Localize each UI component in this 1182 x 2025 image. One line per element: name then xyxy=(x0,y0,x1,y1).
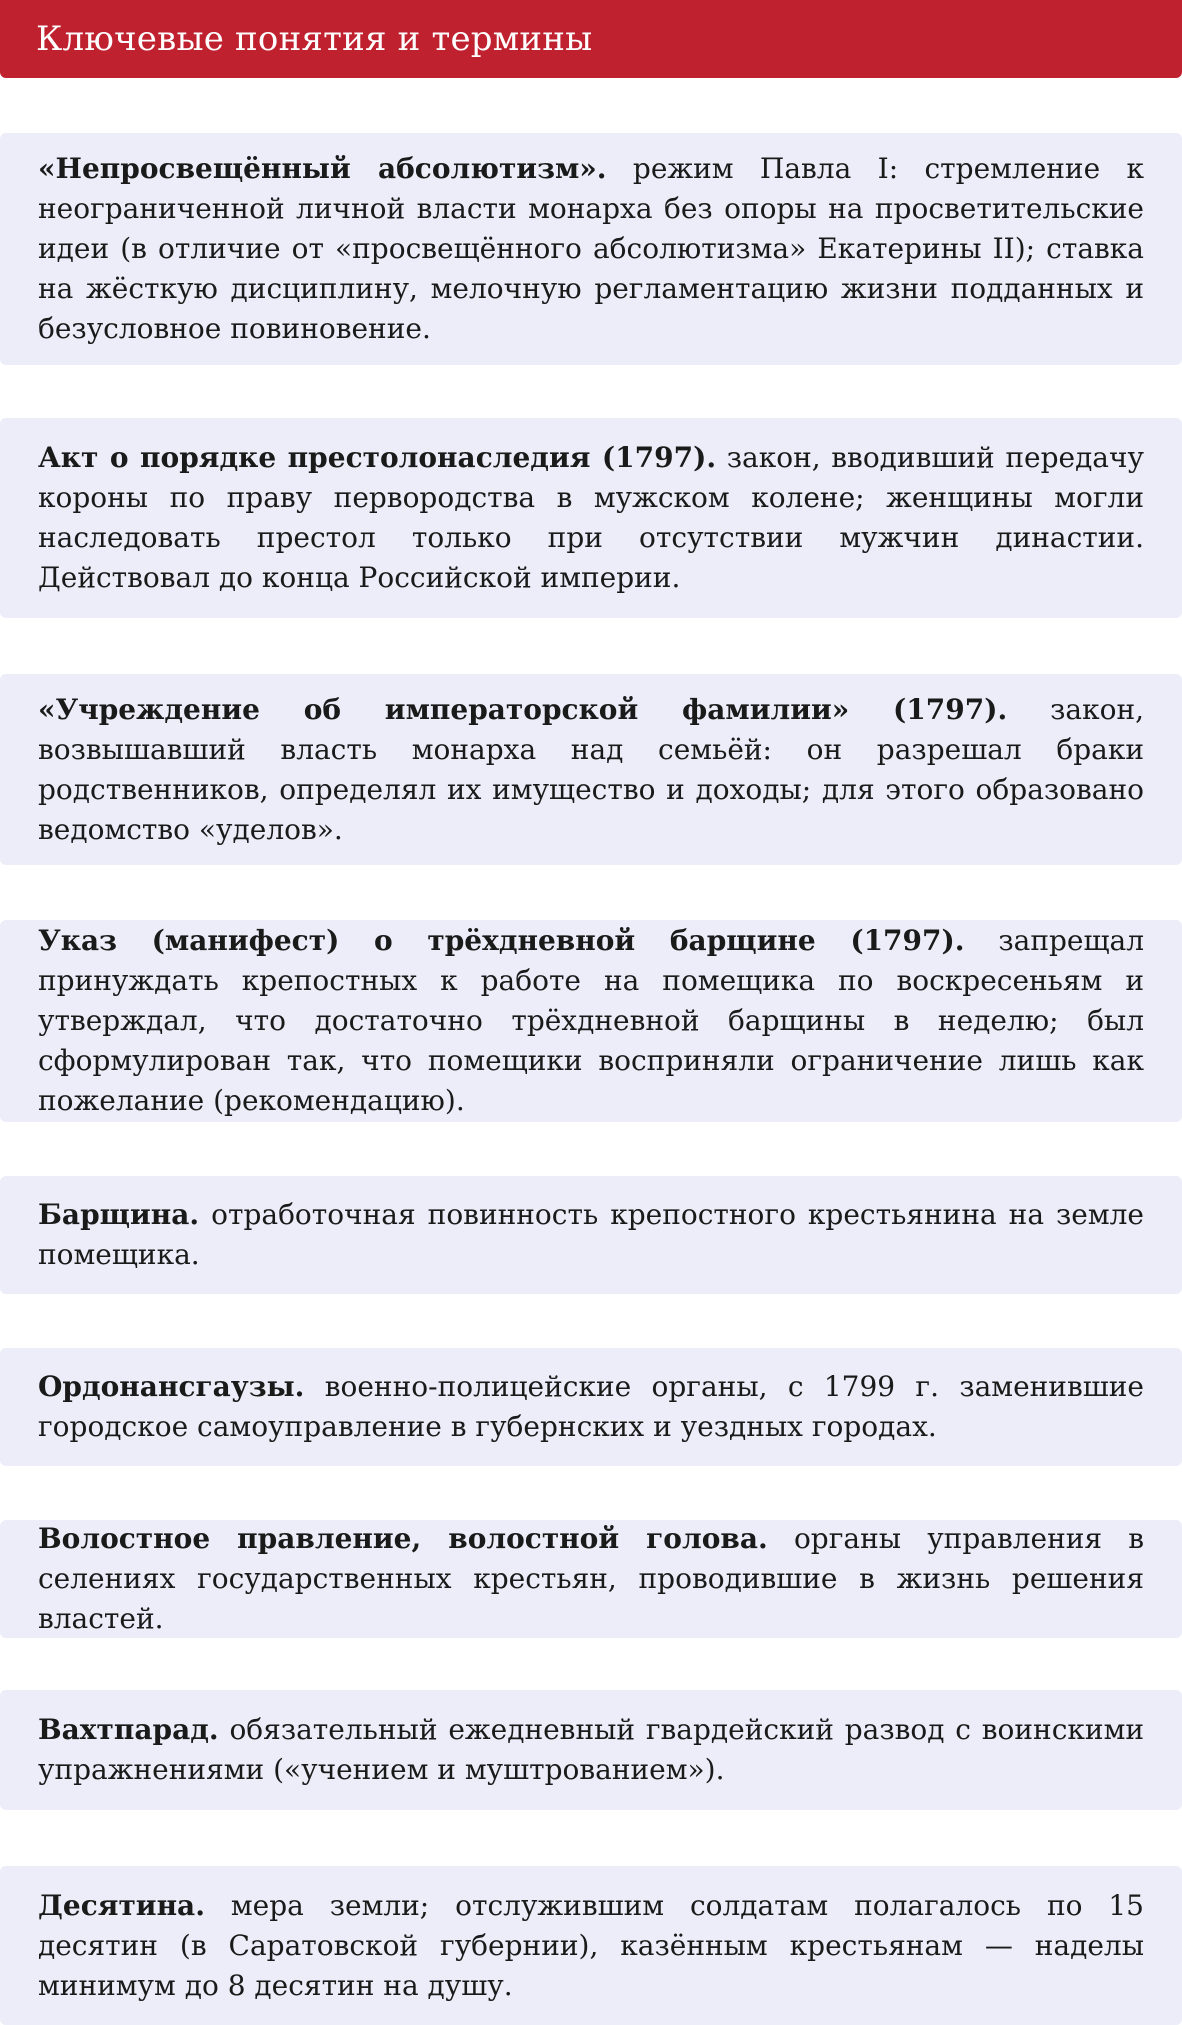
term-name: «Непросвещённый абсолютизм». xyxy=(38,152,607,185)
term-definition: органы управления в селениях государственных крестьян, проводившие в жизнь решения властей. xyxy=(38,1522,1145,1635)
term-name: «Учреждение об императорской фамилии» (1797). xyxy=(38,692,1008,726)
term-card xyxy=(0,1176,1182,1294)
term-text xyxy=(38,1195,1144,1275)
term-definition: мера земли; отслужившим солдатам полагалось по 15 десятин (в Саратовской губернии), казённым крестьянам — наделы минимум до 8 десятин на душу. xyxy=(38,1888,1144,2002)
term-card xyxy=(0,133,1182,365)
term-definition: обязательный ежедневный гвардейский развод с воинскими упражнениями («учением и муштрованием»). xyxy=(38,1713,1145,1786)
term-card xyxy=(0,1690,1182,1810)
section-title: Ключевые понятия и термины xyxy=(36,19,593,59)
term-name: Указ (манифест) о трёхдневной барщине (1797). xyxy=(38,924,965,957)
term-definition: закон, вводивший передачу короны по праву первородства в мужском колене; женщины могли наследовать престол только при отсутствии мужчин династии. Действовал до конца Российской империи. xyxy=(38,441,1144,594)
term-card xyxy=(0,1866,1182,2025)
term-definition: запрещал принуждать крепостных к работе на помещика по воскресеньям и утверждал, что достаточно трёхдневной барщины в неделю; был сформулирован так, что помещики восприняли ограничение лишь как пожелание (рекомендацию). xyxy=(38,924,1144,1117)
term-text xyxy=(38,1367,1144,1447)
term-card xyxy=(0,418,1182,618)
term-definition: режим Павла I: стремление к неограниченной личной власти монарха без опоры на просветительские идеи (в отличие от «просвещённого абсолютизма» Екатерины II); ставка на жёсткую дисциплину, мелочную регламентацию жизни подданных и безусловное повиновение. xyxy=(38,152,1145,345)
term-name: Вахтпарад. xyxy=(38,1713,219,1746)
term-definition: закон, возвышавший власть монарха над семьёй: он разрешал браки родственников, определял их имущество и доходы; для этого образовано ведомство «уделов». xyxy=(38,692,1145,846)
term-text xyxy=(38,1886,1144,2006)
term-text xyxy=(38,921,1144,1121)
section-header xyxy=(0,0,1182,78)
term-definition: военно-полицейские органы, с 1799 г. заменившие городское самоуправление в губернских и уездных городах. xyxy=(38,1370,1144,1443)
term-name: Акт о порядке престолонаследия (1797). xyxy=(38,441,717,474)
term-card xyxy=(0,920,1182,1122)
term-name: Барщина. xyxy=(38,1198,200,1231)
term-name: Ордонансгаузы. xyxy=(38,1370,305,1403)
term-text xyxy=(38,438,1144,598)
term-text xyxy=(38,149,1144,349)
term-name: Десятина. xyxy=(38,1888,205,1922)
term-text xyxy=(38,1710,1144,1790)
term-definition: отработочная повинность крепостного крестьянина на земле помещика. xyxy=(38,1198,1144,1271)
term-card xyxy=(0,1520,1182,1638)
term-card xyxy=(0,674,1182,865)
term-card xyxy=(0,1348,1182,1466)
term-text xyxy=(38,690,1144,850)
term-text xyxy=(38,1519,1144,1639)
term-name: Волостное правление, волостной голова. xyxy=(38,1522,768,1555)
